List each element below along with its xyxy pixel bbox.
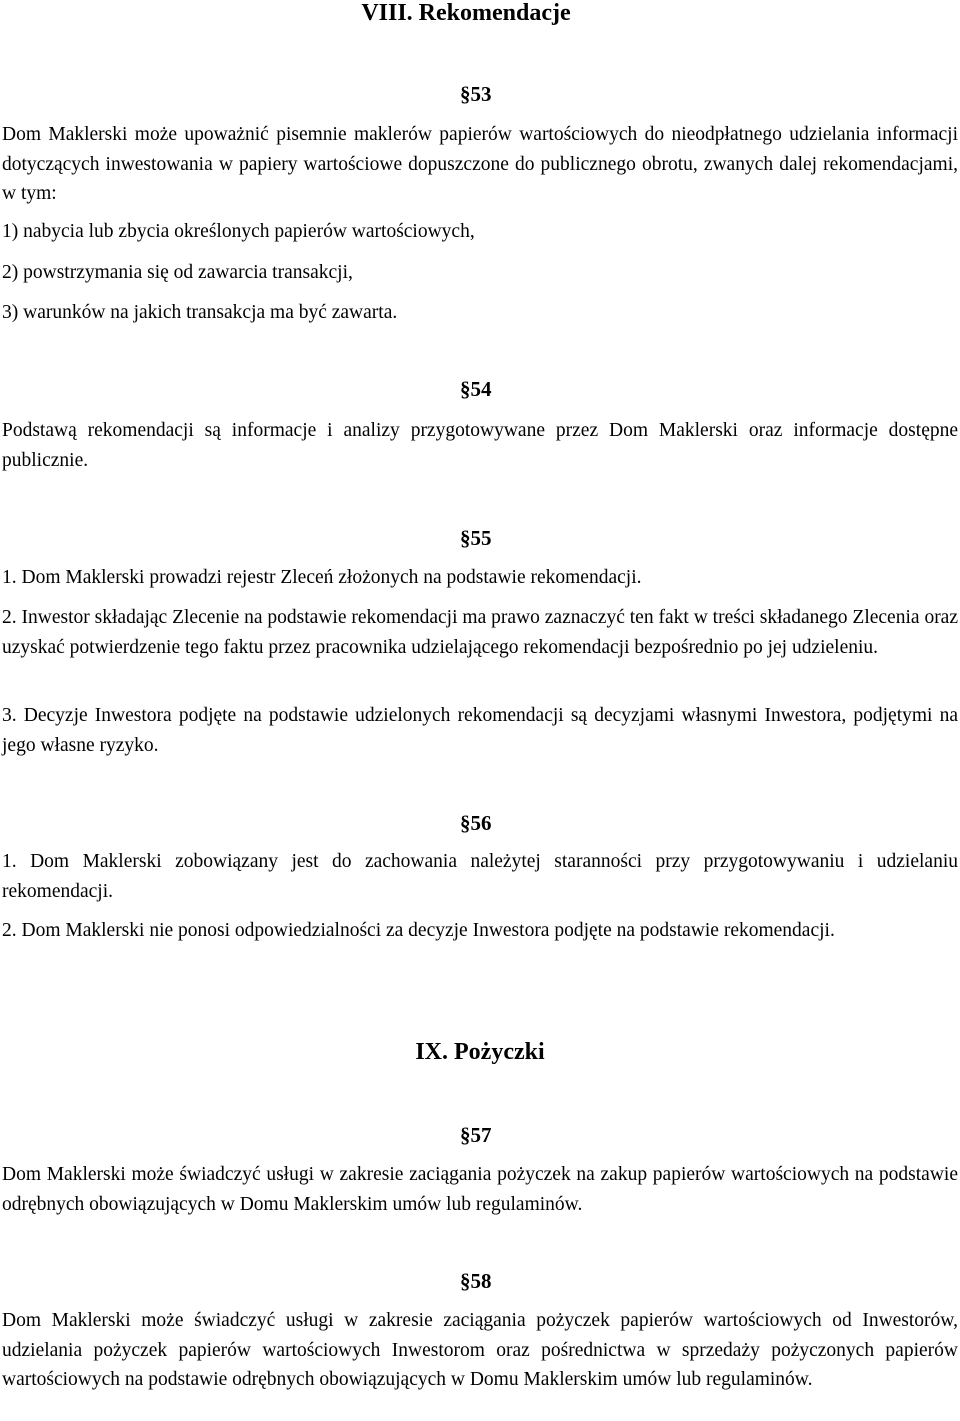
section-55-mark: §55 — [460, 526, 492, 550]
section-55-p2: 2. Inwestor składając Zlecenie na podstawie rekomendacji ma prawo zaznaczyć ten fakt w treści składanego Zlecenia oraz uzyskać potwierdzenie tego faktu przez pracownika udzielającego rekomendacji bezpośrednio po jej udzieleniu. — [2, 607, 958, 658]
chapter-8-title: VIII. Rekomendacje — [361, 0, 571, 26]
section-53-mark: §53 — [460, 82, 492, 106]
section-53-item-1: 1) nabycia lub zbycia określonych papierów wartościowych, — [2, 221, 475, 242]
chapter-9-title: IX. Pożyczki — [415, 1039, 545, 1065]
section-55-p1: 1. Dom Maklerski prowadzi rejestr Zleceń złożonych na podstawie rekomendacji. — [2, 567, 642, 588]
section-58-mark: §58 — [460, 1269, 492, 1293]
section-56-p2: 2. Dom Maklerski nie ponosi odpowiedzialności za decyzje Inwestora podjęte na podstawie rekomendacji. — [2, 920, 835, 941]
section-53-item-3: 3) warunków na jakich transakcja ma być zawarta. — [2, 302, 398, 323]
section-54-text: Podstawą rekomendacji są informacje i analizy przygotowywane przez Dom Maklerski oraz informacje dostępne publicznie. — [2, 420, 958, 471]
section-56-mark: §56 — [460, 811, 492, 835]
section-57-mark: §57 — [460, 1123, 492, 1147]
section-54-mark: §54 — [460, 377, 492, 401]
section-55-p3: 3. Decyzje Inwestora podjęte na podstawie udzielonych rekomendacji są decyzjami własnymi Inwestora, podjętymi na jego własne ryzyko. — [2, 705, 958, 756]
section-57-text: Dom Maklerski może świadczyć usługi w zakresie zaciągania pożyczek na zakup papierów wartościowych na podstawie odrębnych obowiązujących w Domu Maklerskim umów lub regulaminów. — [2, 1164, 958, 1215]
section-53-item-2: 2) powstrzymania się od zawarcia transakcji, — [2, 262, 353, 283]
section-58-text: Dom Maklerski może świadczyć usługi w zakresie zaciągania pożyczek papierów wartościowych od Inwestorów, udzielania pożyczek papierów wartościowych Inwestorom oraz pośrednictwa w sprzedaży pożyczonych papierów wartościowych na podstawie odrębnych obowiązujących w Domu Maklerskim umów lub regulaminów. — [2, 1310, 958, 1390]
section-53-intro: Dom Maklerski może upoważnić pisemnie maklerów papierów wartościowych do nieodpłatnego udzielania informacji dotyczących inwestowania w papiery wartościowe dopuszczone do publicznego obrotu, zwanych dalej rekomendacjami, w tym: — [2, 124, 958, 204]
section-56-p1: 1. Dom Maklerski zobowiązany jest do zachowania należytej staranności przy przygotowywaniu i udzielaniu rekomendacji. — [2, 851, 958, 902]
